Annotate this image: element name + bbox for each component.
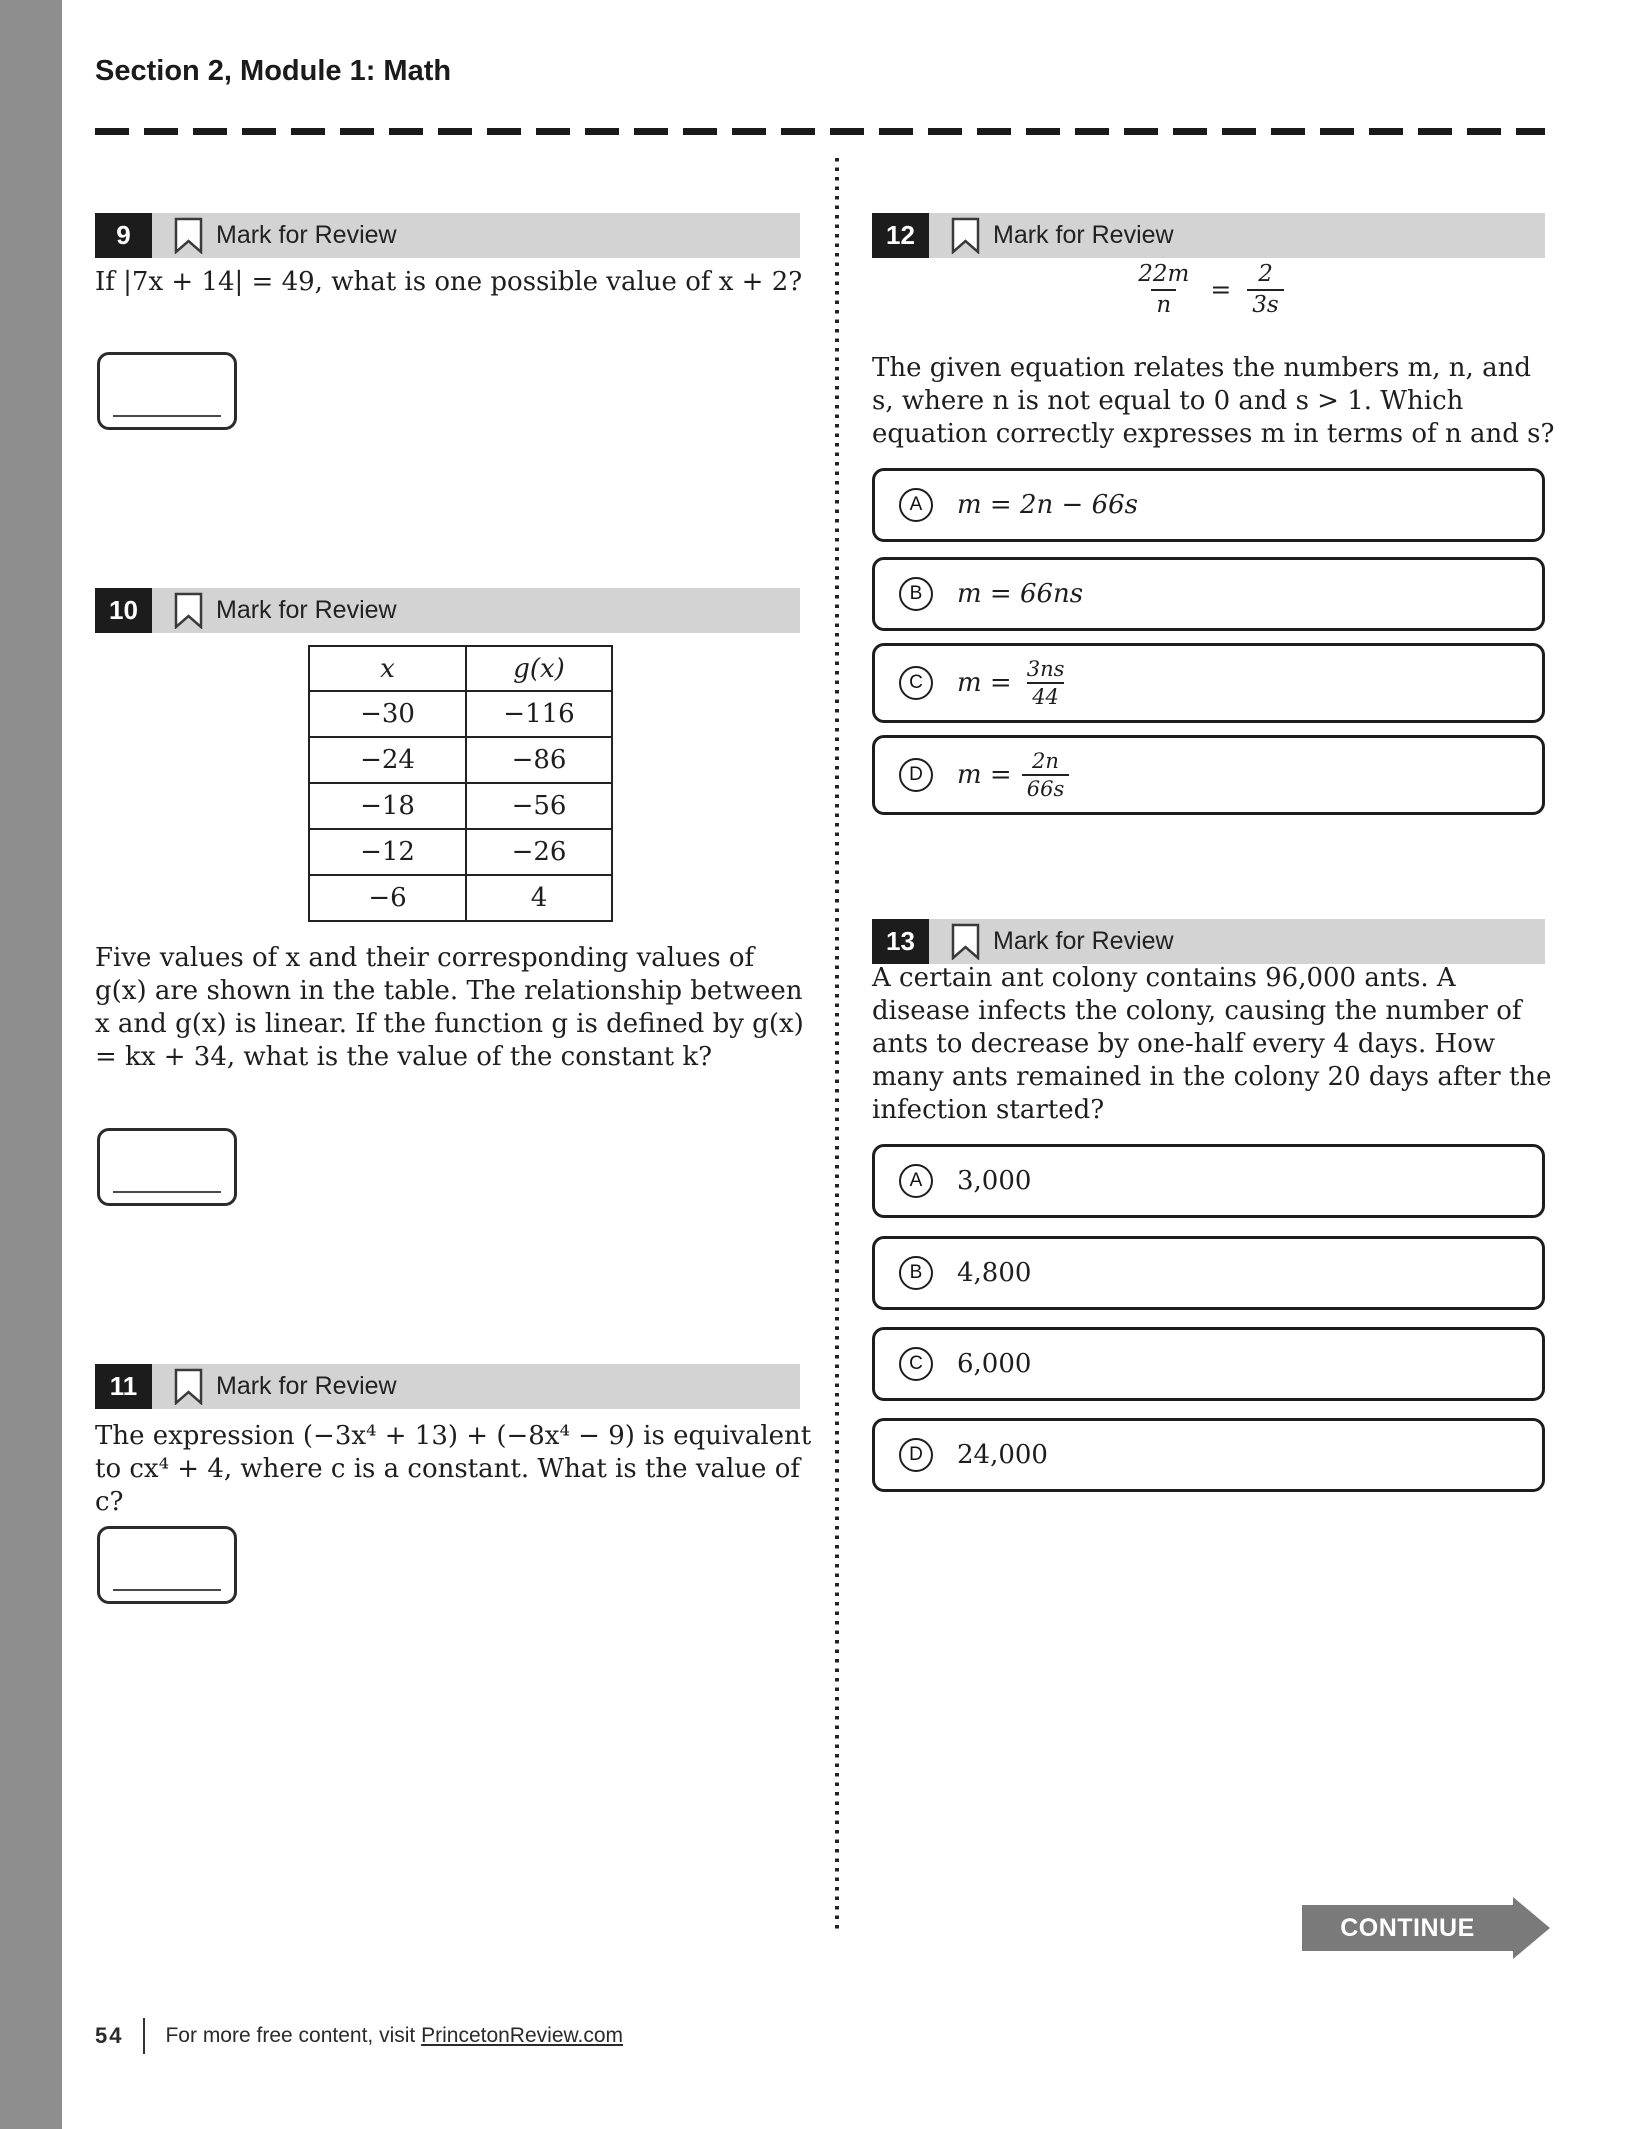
fraction-numerator: 2n <box>1032 748 1059 773</box>
table-cell: −6 <box>309 875 466 921</box>
question-12-header <box>872 213 1545 258</box>
choice-d[interactable] <box>872 1418 1545 1492</box>
choice-math-prefix: m = <box>957 760 1012 790</box>
question-9-text: If |7x + 14| = 49, what is one possible value of x + 2? <box>95 267 803 297</box>
table-header-gx: g(x) <box>466 646 612 691</box>
question-12-number: 12 <box>872 213 929 258</box>
choice-fraction <box>1022 748 1070 803</box>
table-row <box>309 875 612 921</box>
question-12-text: The given equation relates the numbers m, n, and s, where n is not equal to 0 and s > 1. Which equation correctly expresses m in terms of n and s? <box>872 353 1555 449</box>
choice-text: m = 66ns <box>957 579 1084 609</box>
question-9-number: 9 <box>95 213 152 258</box>
table-row <box>309 829 612 875</box>
choice-text <box>957 656 1069 711</box>
mark-for-review-button[interactable] <box>152 1364 800 1409</box>
question-11-number: 11 <box>95 1364 152 1409</box>
choice-text: 6,000 <box>957 1349 1032 1379</box>
table-row <box>309 783 612 829</box>
choice-text: 4,800 <box>957 1258 1032 1288</box>
table-cell: −116 <box>466 691 612 737</box>
table-cell: −26 <box>466 829 612 875</box>
table-cell: 4 <box>466 875 612 921</box>
choice-letter: A <box>899 488 933 522</box>
question-10-header <box>95 588 800 633</box>
fraction-denominator: 66s <box>1022 774 1070 802</box>
question-10-text: Five values of x and their corresponding values of g(x) are shown in the table. The relationship between x and g(x) is linear. If the function g is defined by g(x) = kx + 34, what is the value of the constant k? <box>95 943 804 1072</box>
choice-math-prefix: m = <box>957 668 1012 698</box>
continue-button[interactable] <box>1302 1897 1550 1959</box>
choice-fraction <box>1022 656 1070 711</box>
bookmark-icon <box>174 592 203 629</box>
choice-letter: A <box>899 1164 933 1198</box>
section-divider-rule <box>95 128 1545 135</box>
question-13-number: 13 <box>872 919 929 964</box>
question-9-header <box>95 213 800 258</box>
choice-text: m = 2n − 66s <box>957 490 1138 520</box>
page-number: 54 <box>95 2023 124 2048</box>
choice-a[interactable] <box>872 468 1545 542</box>
choice-c[interactable] <box>872 643 1545 723</box>
question-12-equation <box>872 260 1545 320</box>
choice-letter: C <box>899 1347 933 1381</box>
fraction-denominator: 3s <box>1247 289 1283 320</box>
page-footer <box>95 2018 623 2054</box>
equals-sign: = <box>1210 275 1232 305</box>
choice-c[interactable] <box>872 1327 1545 1401</box>
footer-divider <box>143 2018 145 2054</box>
choice-text <box>957 748 1069 803</box>
fraction-rhs <box>1247 260 1283 320</box>
choice-b[interactable] <box>872 1236 1545 1310</box>
table-header-row <box>309 646 612 691</box>
table-cell: −12 <box>309 829 466 875</box>
footer-text <box>165 2024 623 2048</box>
choice-letter: D <box>899 758 933 792</box>
arrow-right-icon <box>1513 1897 1550 1959</box>
question-10-answer-box[interactable] <box>97 1128 237 1206</box>
footer-link[interactable]: PrincetonReview.com <box>421 2024 624 2047</box>
choice-letter: D <box>899 1438 933 1472</box>
fraction-numerator: 2 <box>1258 261 1273 287</box>
table-header-x: x <box>309 646 466 691</box>
mark-for-review-label: Mark for Review <box>993 927 1174 955</box>
table-cell: −86 <box>466 737 612 783</box>
question-9-answer-box[interactable] <box>97 352 237 430</box>
fraction-denominator: n <box>1151 289 1176 320</box>
mark-for-review-button[interactable] <box>929 213 1545 258</box>
question-11-text: The expression (−3x⁴ + 13) + (−8x⁴ − 9) is equivalent to cx⁴ + 4, where c is a constant. What is the value of c? <box>95 1421 812 1517</box>
table-row <box>309 737 612 783</box>
fraction-denominator: 44 <box>1027 682 1064 710</box>
question-11-answer-box[interactable] <box>97 1526 237 1604</box>
choice-letter: C <box>899 666 933 700</box>
question-13-text: A certain ant colony contains 96,000 ants. A disease infects the colony, causing the number of ants to decrease by one-half every 4 days. How many ants remained in the colony 20 days after the infection started? <box>872 963 1552 1125</box>
table-cell: −18 <box>309 783 466 829</box>
question-10-number: 10 <box>95 588 152 633</box>
table-cell: −24 <box>309 737 466 783</box>
left-margin-strip <box>0 0 62 2129</box>
choice-text: 3,000 <box>957 1166 1032 1196</box>
question-10-table <box>308 645 613 922</box>
bookmark-icon <box>174 217 203 254</box>
question-11-header <box>95 1364 800 1409</box>
mark-for-review-button[interactable] <box>152 213 800 258</box>
mark-for-review-label: Mark for Review <box>216 221 397 249</box>
table-cell: −56 <box>466 783 612 829</box>
fraction-lhs <box>1133 260 1194 320</box>
choice-letter: B <box>899 577 933 611</box>
bookmark-icon <box>951 923 980 960</box>
choice-letter: B <box>899 1256 933 1290</box>
mark-for-review-label: Mark for Review <box>216 596 397 624</box>
bookmark-icon <box>174 1368 203 1405</box>
mark-for-review-label: Mark for Review <box>993 221 1174 249</box>
mark-for-review-button[interactable] <box>929 919 1545 964</box>
choice-d[interactable] <box>872 735 1545 815</box>
mark-for-review-label: Mark for Review <box>216 1372 397 1400</box>
footer-text-static: For more free content, visit <box>165 2024 416 2047</box>
mark-for-review-button[interactable] <box>152 588 800 633</box>
question-13-header <box>872 919 1545 964</box>
section-title: Section 2, Module 1: Math <box>95 55 452 87</box>
table-row <box>309 691 612 737</box>
bookmark-icon <box>951 217 980 254</box>
choice-b[interactable] <box>872 557 1545 631</box>
fraction-numerator: 3ns <box>1026 656 1065 681</box>
choice-a[interactable] <box>872 1144 1545 1218</box>
continue-label: CONTINUE <box>1302 1905 1513 1951</box>
fraction-numerator: 22m <box>1138 261 1190 287</box>
column-divider-dotted <box>835 158 839 1933</box>
choice-text: 24,000 <box>957 1440 1048 1470</box>
table-cell: −30 <box>309 691 466 737</box>
